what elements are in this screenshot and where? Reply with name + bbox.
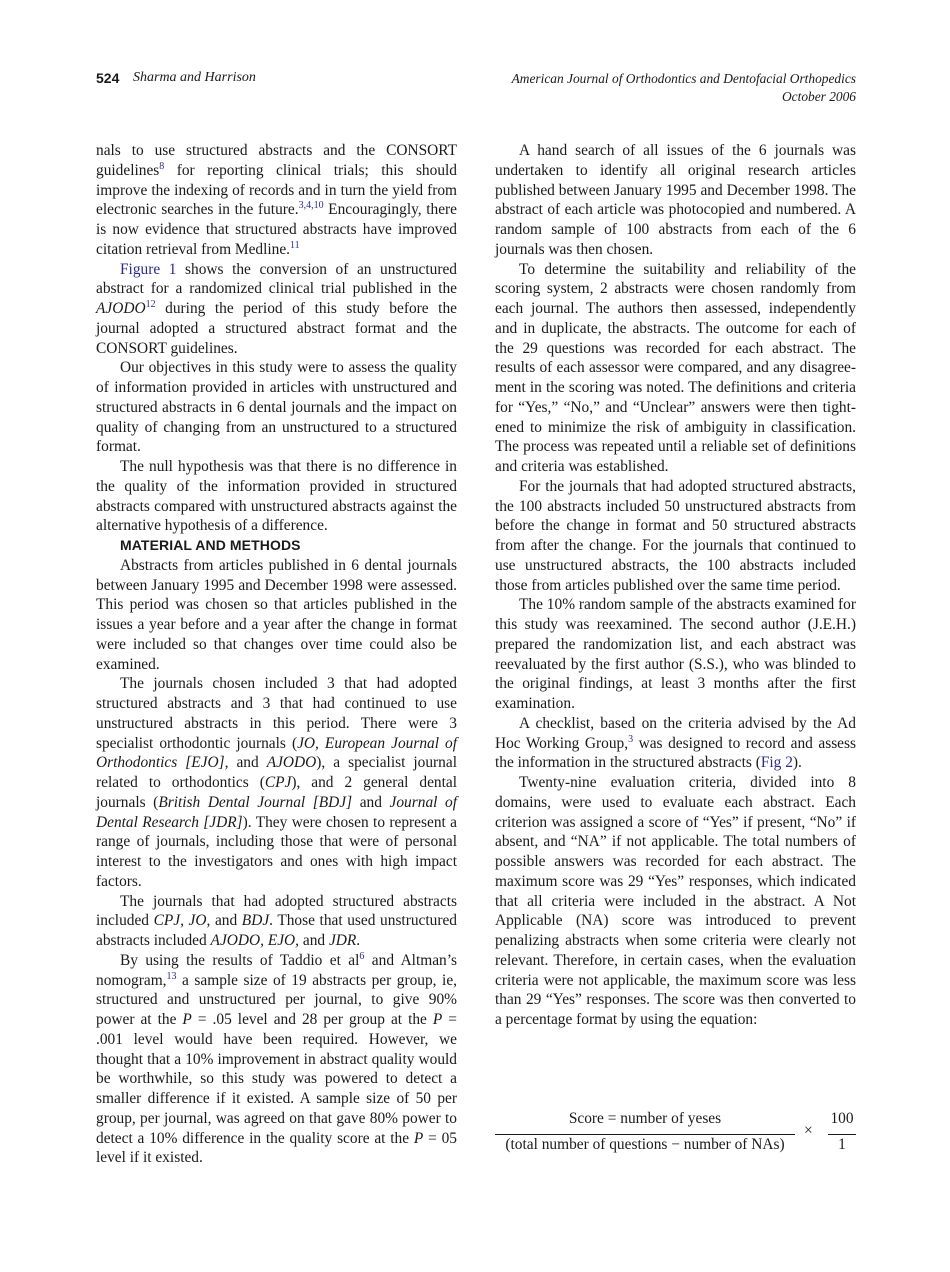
- text: during the period of this study before the journal adopted a structured abstract format and the CONSORT guidelines.: [96, 300, 457, 357]
- equation-denominator: (total number of questions − number of NAs): [505, 1136, 785, 1153]
- paragraph: [495, 714, 856, 773]
- text: a sample size of 19 abstracts per group, ie, structured and unstructured per journal, to give 90% power at the: [96, 971, 457, 1028]
- journal-title: American Journal of Orthodontics and Dentofacial Orthopedics: [511, 71, 856, 86]
- p-symbol: P: [432, 1011, 443, 1028]
- journal-name: BDJ: [241, 912, 270, 930]
- section-heading: MATERIAL AND METHODS: [120, 537, 301, 553]
- journal-info: [512, 70, 856, 106]
- citation-link[interactable]: 11: [290, 239, 300, 251]
- journal-name: AJODO: [96, 300, 146, 317]
- text: = .05 level and 28 per group at the: [191, 1011, 433, 1028]
- running-authors: Sharma and Harrison: [133, 70, 256, 85]
- paragraph: Twenty-nine evaluation criteria, divided into 8 domains, were used to evaluate each abstract. Each criterion was assigned a score of “Yes” if present, “No” if absent, and “NA” if not applicable. The total numbers of possible answers was recorded for each abstract. The maximum score was 29 “Yes” responses, which indicated that all criteria were included in the abstract. A Not Applicable (NA) score was introduced to prevent penalizing abstracts when some criteria were clearly not relevant. Therefore, in certain cases, when the evaluation criteria were not applicable, the maximum score was less than 29 “Yes” responses. The score was then converted to a percentage format by using the equation:: [495, 774, 856, 1028]
- score-equation: [495, 1108, 856, 1158]
- text: The journals that had adopted structured abstracts included: [96, 892, 457, 930]
- journal-name: CPJ, JO,: [153, 912, 211, 930]
- fraction-bar: [495, 1134, 795, 1135]
- text: was designed to record and assess the information in the structured abstracts (: [495, 734, 856, 772]
- figure-link[interactable]: Fig 2: [760, 754, 793, 772]
- text: ), and 2 general dental journals (: [96, 774, 457, 811]
- paragraph: Abstracts from articles published in 6 dental journals between January 1995 and December 1998 were assessed. This period was chosen so that articles published in the issues a year before and a year after the change in format were included so that changes over time could also be examined.: [96, 556, 457, 673]
- text: for reporting clinical trials; this should improve the indexing of records and in turn the yield from electronic searches in the future.: [96, 161, 457, 219]
- journal-name: Journal of Dental Research [JDR]: [96, 793, 457, 831]
- paragraph: The null hypothesis was that there is no difference in the quality of the information provided in structured abstracts compared with unstructured abstracts against the alternative hypothesis of a difference.: [96, 458, 457, 535]
- paragraph: A hand search of all issues of the 6 journals was undertaken to identify all original research articles published between January 1995 and December 1998. The abstract of each article was photocopied and numbered. A random sample of 100 abstracts from each of the 6 journals was then chosen.: [495, 142, 856, 258]
- journal-name: JDR: [328, 932, 357, 949]
- left-column: [96, 141, 457, 1168]
- text: By using the results of Taddio et al: [120, 951, 360, 969]
- journal-name: British Dental Journal [BDJ]: [158, 793, 353, 811]
- equation-numerator: Score = number of yeses: [568, 1110, 722, 1127]
- text: and: [299, 932, 329, 949]
- journal-name: CPJ: [264, 774, 292, 791]
- paragraph: [96, 951, 457, 1168]
- p-symbol: P: [182, 1011, 192, 1028]
- text: Encouragingly, there is now evidence that structured abstracts have improved citation retrieval from Medline.: [96, 201, 457, 258]
- figure-link[interactable]: Figure 1: [120, 260, 177, 278]
- text: = 05 level if it existed.: [96, 1129, 457, 1167]
- running-header: [96, 70, 856, 110]
- p-symbol: P: [413, 1129, 424, 1147]
- text: and: [228, 754, 267, 772]
- fraction-bar: [828, 1134, 856, 1135]
- text: ), a specialist journal related to orthodontics (: [96, 754, 457, 791]
- paragraph: [96, 141, 457, 260]
- text: ). They were chosen to represent a range of journals, including those that were of personal interest to the investigators and ones with high impact factors.: [96, 813, 457, 890]
- journal-name: AJODO, EJO,: [210, 932, 300, 949]
- equation-numerator-2: 100: [830, 1110, 854, 1127]
- text: ).: [792, 754, 802, 772]
- text: and Altman’s nomogram,: [96, 951, 457, 989]
- journal-name: AJODO: [266, 754, 317, 772]
- text: .: [356, 932, 361, 949]
- citation-link[interactable]: 12: [145, 299, 156, 310]
- text: nals to use structured abstracts and the CONSORT guidelines: [96, 142, 457, 179]
- citation-link[interactable]: 8: [159, 160, 165, 172]
- paragraph: [96, 892, 457, 951]
- paragraph: [96, 260, 457, 359]
- text: A checklist, based on the criteria advised by the Ad Hoc Working Group,: [495, 714, 856, 752]
- citation-link[interactable]: 3,4,10: [298, 200, 324, 212]
- text: = .001 level would have been required. However, we thought that a 10% improvement in abstract quality would be worthwhile, so this study was powered to detect a smaller difference if it existed. A sample size of 50 per group, per journal, was agreed on that gave 80% power to detect a 10% difference in the quality score at the: [96, 1011, 457, 1147]
- multiply-operator: ×: [804, 1122, 813, 1139]
- paragraph: [96, 674, 457, 891]
- text: shows the conversion of an unstructured abstract for a randomized clinical trial published in the: [96, 260, 457, 298]
- citation-link[interactable]: 3: [628, 733, 634, 745]
- text: . Those that used unstructured abstracts included: [96, 912, 457, 949]
- citation-link[interactable]: 6: [359, 950, 365, 962]
- paragraph: To determine the suitability and reliability of the scoring system, 2 abstracts were chosen randomly from each journal. The authors then assessed, independently and in duplicate, the abstracts. The outcome for each of the 29 questions was recorded for each abstract. The results of each assessor were compared, and any disagreement in the scoring was noted. The definitions and criteria for “Yes,” “No,” and “Unclear” answers were then tightened to minimize the risk of ambiguity in classification. The process was repeated until a reliable set of definitions and criteria was established.: [495, 260, 856, 475]
- equation-denominator-2: 1: [838, 1136, 846, 1153]
- paragraph: For the journals that had adopted structured abstracts, the 100 abstracts included 50 unstructured abstracts from before the change in format and 50 structured abstracts from after the change. For the journals that continued to use unstructured abstracts, the 100 abstracts included those from articles published over the same time period.: [495, 477, 856, 594]
- text: The journals chosen included 3 that had adopted structured abstracts and 3 that had continued to use unstructured abstracts in this period. There were 3 specialist orthodontic journals (: [96, 675, 457, 752]
- right-column: [495, 141, 856, 1030]
- citation-link[interactable]: 13: [166, 970, 177, 982]
- text: and: [352, 793, 390, 811]
- journal-name: JO, European Journal of Orthodontics [EJO],: [96, 734, 458, 772]
- paragraph: The 10% random sample of the abstracts examined for this study was reexamined. The second author (J.E.H.) prepared the randomization list, and each abstract was reevaluated by the first author (S.S.), who was blinded to the original findings, at least 3 months after the first examination.: [495, 596, 856, 712]
- paragraph: Our objectives in this study were to assess the quality of information provided in articles with unstructured and structured abstracts in 6 dental journals and the impact on quality of changing from an unstructured to a structured format.: [96, 359, 457, 456]
- issue-date: October 2006: [781, 89, 856, 104]
- page-number: 524: [96, 70, 120, 86]
- text: and: [210, 912, 242, 930]
